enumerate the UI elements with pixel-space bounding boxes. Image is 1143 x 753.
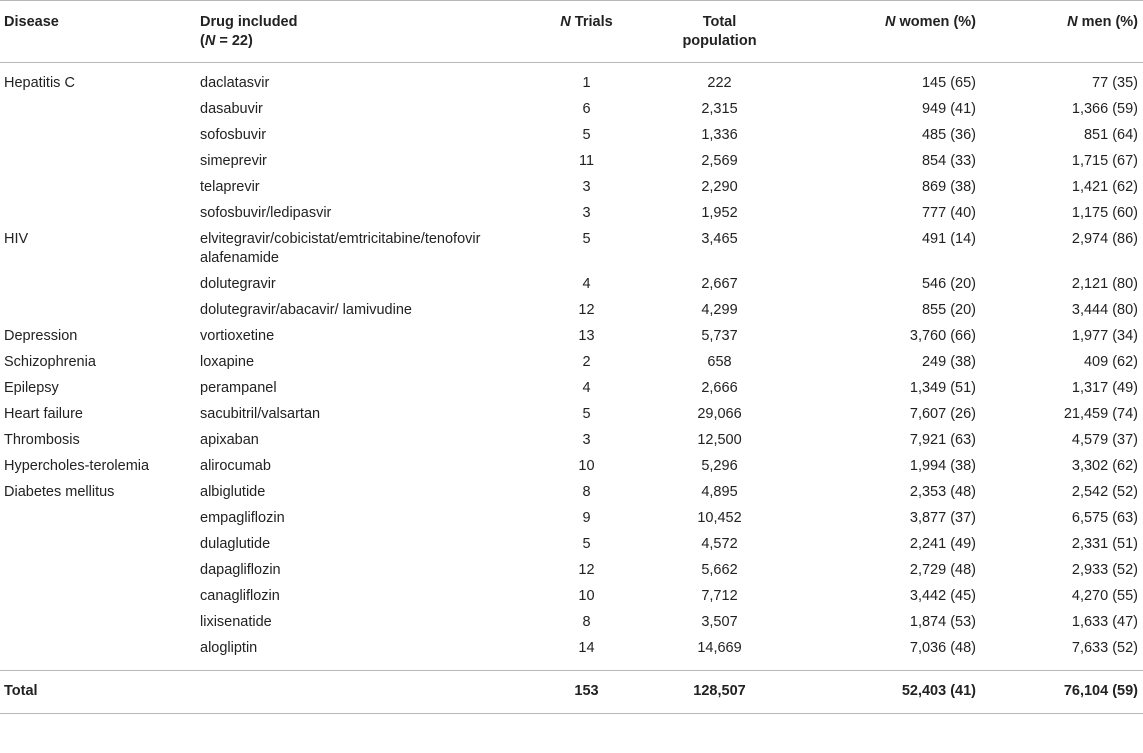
cell-trials: 3 <box>582 179 591 195</box>
header-disease: Disease <box>0 1 200 63</box>
cell-total-population: 2,290 <box>701 179 738 195</box>
table-body <box>0 63 1143 671</box>
cell-trials: 6 <box>582 101 591 117</box>
table-row <box>0 226 1143 271</box>
cell-drug: sacubitril/valsartan <box>200 406 321 422</box>
cell-total-population: 14,669 <box>697 640 742 656</box>
cell-total-population: 10,452 <box>697 510 742 526</box>
cell-drug: sofosbuvir/ledipasvir <box>200 205 332 221</box>
cell-disease <box>0 505 200 531</box>
cell-trials: 10 <box>578 458 595 474</box>
cell-disease <box>0 148 200 174</box>
cell-total-population: 2,667 <box>701 276 738 292</box>
cell-trials: 4 <box>582 276 591 292</box>
table-row <box>0 427 1143 453</box>
cell-disease <box>0 96 200 122</box>
cell-women: 7,607 (26) <box>909 406 976 422</box>
cell-total-population: 4,299 <box>701 302 738 318</box>
cell-drug: dulaglutide <box>200 536 271 552</box>
total-women: 52,403 (41) <box>806 671 976 714</box>
cell-men: 2,331 (51) <box>1071 536 1138 552</box>
cell-total-population: 222 <box>707 75 732 91</box>
table-row <box>0 122 1143 148</box>
header-row <box>0 1 1143 63</box>
table-row <box>0 453 1143 479</box>
cell-disease: Hepatitis C <box>4 75 75 91</box>
cell-disease: Depression <box>4 328 78 344</box>
cell-trials: 4 <box>582 380 591 396</box>
cell-men: 1,421 (62) <box>1071 179 1138 195</box>
cell-women: 3,760 (66) <box>909 328 976 344</box>
cell-disease <box>0 635 200 671</box>
cell-disease <box>0 297 200 323</box>
cell-men: 1,633 (47) <box>1071 614 1138 630</box>
cell-men: 3,444 (80) <box>1071 302 1138 318</box>
cell-trials: 8 <box>582 614 591 630</box>
cell-men: 1,977 (34) <box>1071 328 1138 344</box>
cell-women: 2,241 (49) <box>909 536 976 552</box>
total-label: Total <box>0 671 200 714</box>
cell-men: 851 (64) <box>1083 127 1138 143</box>
cell-trials: 2 <box>582 354 591 370</box>
cell-drug: empagliflozin <box>200 510 285 526</box>
cell-total-population: 12,500 <box>697 432 742 448</box>
header-trials: N Trials <box>540 1 633 63</box>
table-row <box>0 63 1143 97</box>
cell-total-population: 3,465 <box>701 231 738 247</box>
cell-women: 491 (14) <box>921 231 976 247</box>
cell-drug: alogliptin <box>200 640 258 656</box>
table-row <box>0 271 1143 297</box>
cell-trials: 11 <box>578 153 595 169</box>
cell-disease <box>0 557 200 583</box>
cell-total-population: 2,315 <box>701 101 738 117</box>
cell-trials: 3 <box>582 205 591 221</box>
table-row <box>0 609 1143 635</box>
cell-trials: 5 <box>582 406 591 422</box>
cell-trials: 1 <box>582 75 591 91</box>
cell-trials: 3 <box>582 432 591 448</box>
cell-men: 77 (35) <box>1092 75 1138 91</box>
cell-total-population: 1,952 <box>701 205 738 221</box>
cell-disease: Epilepsy <box>4 380 59 396</box>
cell-total-population: 4,572 <box>701 536 738 552</box>
cell-women: 7,921 (63) <box>909 432 976 448</box>
cell-disease <box>0 271 200 297</box>
header-women: N women (%) <box>806 1 976 63</box>
cell-total-population: 7,712 <box>701 588 738 604</box>
cell-disease: Schizophrenia <box>4 354 96 370</box>
cell-trials: 12 <box>578 302 595 318</box>
cell-women: 3,877 (37) <box>909 510 976 526</box>
cell-disease <box>0 609 200 635</box>
cell-men: 2,121 (80) <box>1071 276 1138 292</box>
cell-women: 249 (38) <box>921 354 976 370</box>
cell-total-population: 29,066 <box>697 406 742 422</box>
cell-total-population: 1,336 <box>701 127 738 143</box>
cell-drug: dasabuvir <box>200 101 263 117</box>
cell-men: 1,715 (67) <box>1071 153 1138 169</box>
cell-trials: 13 <box>578 328 595 344</box>
cell-men: 4,270 (55) <box>1071 588 1138 604</box>
cell-men: 2,974 (86) <box>1071 231 1138 247</box>
cell-women: 2,729 (48) <box>909 562 976 578</box>
cell-trials: 5 <box>582 127 591 143</box>
cell-men: 1,317 (49) <box>1071 380 1138 396</box>
cell-men: 21,459 (74) <box>1063 406 1138 422</box>
total-trials: 153 <box>540 671 633 714</box>
header-men: N men (%) <box>976 1 1143 63</box>
cell-drug: perampanel <box>200 380 277 396</box>
cell-disease: Hypercholes-terolemia <box>4 458 150 474</box>
cell-trials: 10 <box>578 588 595 604</box>
cell-women: 145 (65) <box>921 75 976 91</box>
table-row <box>0 583 1143 609</box>
cell-drug: dolutegravir <box>200 276 276 292</box>
cell-men: 2,542 (52) <box>1071 484 1138 500</box>
cell-disease <box>0 174 200 200</box>
table-row <box>0 148 1143 174</box>
cell-drug: telaprevir <box>200 179 260 195</box>
table-row <box>0 96 1143 122</box>
table-row <box>0 174 1143 200</box>
cell-total-population: 4,895 <box>701 484 738 500</box>
cell-disease <box>0 583 200 609</box>
cell-drug: lixisenatide <box>200 614 272 630</box>
cell-men: 409 (62) <box>1083 354 1138 370</box>
cell-trials: 5 <box>582 536 591 552</box>
cell-women: 1,349 (51) <box>909 380 976 396</box>
cell-drug: daclatasvir <box>200 75 270 91</box>
table-row <box>0 323 1143 349</box>
cell-total-population: 2,569 <box>701 153 738 169</box>
cell-disease <box>0 122 200 148</box>
total-men: 76,104 (59) <box>976 671 1143 714</box>
table-row <box>0 297 1143 323</box>
cell-total-population: 658 <box>707 354 732 370</box>
table-row <box>0 505 1143 531</box>
total-drug-empty <box>200 671 540 714</box>
cell-drug: dolutegravir/abacavir/ lamivudine <box>200 302 412 318</box>
cell-women: 777 (40) <box>921 205 976 221</box>
cell-men: 7,633 (52) <box>1071 640 1138 656</box>
cell-women: 546 (20) <box>921 276 976 292</box>
cell-men: 1,366 (59) <box>1071 101 1138 117</box>
table-row <box>0 375 1143 401</box>
header-drug: Drug included (N = 22) <box>200 1 540 63</box>
cell-disease <box>0 531 200 557</box>
cell-women: 485 (36) <box>921 127 976 143</box>
cell-men: 4,579 (37) <box>1071 432 1138 448</box>
cell-disease <box>0 200 200 226</box>
cell-women: 1,874 (53) <box>909 614 976 630</box>
cell-disease: Diabetes mellitus <box>4 484 115 500</box>
cell-women: 2,353 (48) <box>909 484 976 500</box>
table-row <box>0 635 1143 671</box>
cell-drug: vortioxetine <box>200 328 275 344</box>
cell-drug: alirocumab <box>200 458 271 474</box>
table-row <box>0 479 1143 505</box>
cell-women: 854 (33) <box>921 153 976 169</box>
table-row <box>0 401 1143 427</box>
cell-drug: canagliflozin <box>200 588 280 604</box>
cell-drug: simeprevir <box>200 153 267 169</box>
cell-drug: albiglutide <box>200 484 266 500</box>
cell-trials: 12 <box>578 562 595 578</box>
cell-total-population: 5,737 <box>701 328 738 344</box>
cell-men: 2,933 (52) <box>1071 562 1138 578</box>
cell-total-population: 2,666 <box>701 380 738 396</box>
cell-women: 869 (38) <box>921 179 976 195</box>
cell-disease: Heart failure <box>4 406 83 422</box>
cell-trials: 9 <box>582 510 591 526</box>
cell-total-population: 5,662 <box>701 562 738 578</box>
cell-men: 3,302 (62) <box>1071 458 1138 474</box>
cell-women: 855 (20) <box>921 302 976 318</box>
cell-total-population: 3,507 <box>701 614 738 630</box>
cell-drug: apixaban <box>200 432 259 448</box>
cell-trials: 14 <box>578 640 595 656</box>
header-total-population: Total population <box>633 1 806 63</box>
cell-men: 1,175 (60) <box>1071 205 1138 221</box>
cell-disease: Thrombosis <box>4 432 80 448</box>
cell-drug: sofosbuvir <box>200 127 267 143</box>
cell-women: 1,994 (38) <box>909 458 976 474</box>
cell-women: 7,036 (48) <box>909 640 976 656</box>
cell-men: 6,575 (63) <box>1071 510 1138 526</box>
cell-drug: elvitegravir/cobicistat/emtricitabine/tenofovir alafenamide <box>200 231 481 266</box>
total-row <box>0 671 1143 714</box>
cell-drug: loxapine <box>200 354 255 370</box>
cell-total-population: 5,296 <box>701 458 738 474</box>
cell-trials: 5 <box>582 231 591 247</box>
cell-women: 3,442 (45) <box>909 588 976 604</box>
cell-disease: HIV <box>4 231 29 247</box>
table-row <box>0 557 1143 583</box>
total-population: 128,507 <box>633 671 806 714</box>
table-row <box>0 200 1143 226</box>
cell-drug: dapagliflozin <box>200 562 281 578</box>
cell-women: 949 (41) <box>921 101 976 117</box>
table-row <box>0 349 1143 375</box>
table-row <box>0 531 1143 557</box>
cell-trials: 8 <box>582 484 591 500</box>
